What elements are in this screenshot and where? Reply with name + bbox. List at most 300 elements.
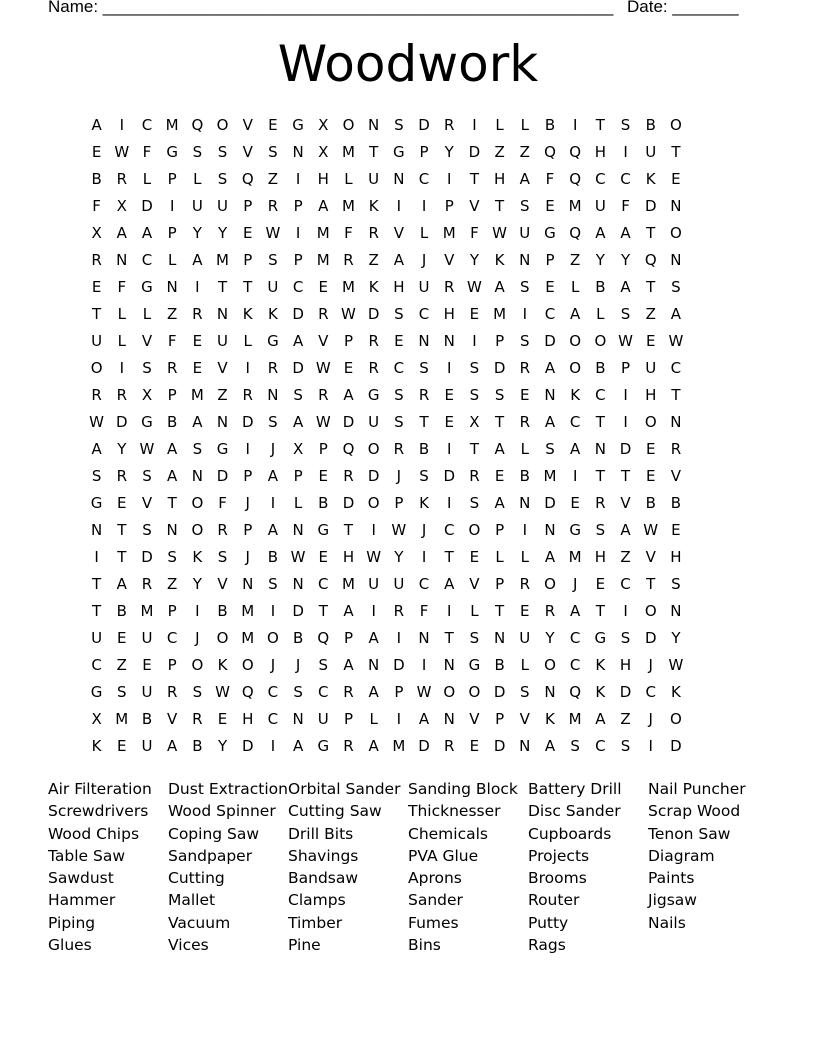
grid-letter[interactable]: M [341, 143, 355, 161]
grid-letter[interactable]: G [317, 521, 330, 539]
grid-letter[interactable]: S [620, 737, 631, 755]
grid-letter[interactable]: T [495, 413, 505, 431]
grid-letter[interactable]: T [369, 143, 379, 161]
grid-letter[interactable]: S [620, 629, 631, 647]
grid-letter[interactable]: U [393, 575, 405, 593]
grid-letter[interactable]: Z [570, 251, 581, 269]
grid-letter[interactable]: L [167, 251, 177, 269]
grid-letter[interactable]: F [117, 278, 127, 296]
grid-letter[interactable]: S [192, 683, 203, 701]
grid-letter[interactable]: N [90, 521, 103, 539]
grid-letter[interactable]: E [318, 467, 329, 485]
grid-letter[interactable]: A [91, 116, 102, 134]
grid-letter[interactable]: O [191, 494, 204, 512]
grid-letter[interactable]: S [494, 386, 505, 404]
grid-letter[interactable]: S [142, 467, 152, 485]
grid-letter[interactable]: E [520, 386, 530, 404]
grid-letter[interactable]: L [243, 332, 252, 350]
grid-letter[interactable]: I [295, 224, 301, 242]
grid-letter[interactable]: I [421, 548, 427, 566]
grid-letter[interactable]: N [191, 467, 203, 485]
grid-letter[interactable]: N [544, 683, 556, 701]
grid-letter[interactable]: V [167, 710, 178, 728]
grid-letter[interactable]: I [447, 602, 452, 620]
grid-letter[interactable]: J [396, 467, 402, 485]
grid-letter[interactable]: H [493, 170, 506, 188]
grid-letter[interactable]: H [594, 548, 606, 566]
grid-letter[interactable]: W [215, 683, 230, 701]
grid-letter[interactable]: E [318, 278, 329, 296]
grid-letter[interactable]: W [265, 224, 281, 242]
grid-letter[interactable]: I [195, 602, 200, 620]
grid-letter[interactable]: S [268, 575, 278, 593]
grid-letter[interactable]: H [443, 305, 455, 323]
grid-letter[interactable]: W [366, 548, 382, 566]
grid-letter[interactable]: W [139, 440, 155, 458]
grid-letter[interactable]: Z [620, 710, 631, 728]
grid-letter[interactable]: R [166, 683, 178, 701]
grid-letter[interactable]: R [267, 359, 279, 377]
grid-letter[interactable]: E [91, 143, 102, 161]
grid-letter[interactable]: S [192, 143, 203, 161]
grid-letter[interactable]: F [419, 602, 429, 620]
grid-letter[interactable]: C [620, 170, 631, 188]
grid-letter[interactable]: I [472, 116, 477, 134]
name-field-line[interactable]: Name: ______________________________________________________ [48, 0, 614, 16]
grid-letter[interactable]: Z [494, 143, 505, 161]
grid-letter[interactable]: U [317, 710, 329, 728]
grid-letter[interactable]: B [192, 737, 203, 755]
grid-letter[interactable]: V [393, 224, 404, 242]
grid-letter[interactable]: R [217, 521, 228, 539]
grid-letter[interactable]: J [270, 440, 276, 458]
grid-letter[interactable]: V [141, 332, 153, 350]
grid-letter[interactable]: O [670, 224, 682, 242]
grid-letter[interactable]: I [421, 197, 427, 215]
grid-letter[interactable]: J [295, 656, 301, 674]
grid-letter[interactable]: C [318, 575, 329, 593]
grid-letter[interactable]: L [520, 548, 529, 566]
grid-letter[interactable]: R [267, 197, 279, 215]
grid-letter[interactable]: J [421, 251, 427, 269]
grid-letter[interactable]: I [472, 332, 477, 350]
grid-letter[interactable]: E [645, 332, 656, 350]
grid-letter[interactable]: L [520, 440, 529, 458]
grid-letter[interactable]: W [668, 656, 684, 674]
grid-letter[interactable]: R [141, 575, 153, 593]
grid-letter[interactable]: D [644, 629, 657, 647]
grid-letter[interactable]: P [293, 467, 303, 485]
grid-letter[interactable]: L [117, 305, 126, 323]
grid-letter[interactable]: A [368, 629, 379, 647]
grid-letter[interactable]: Y [671, 629, 681, 647]
grid-letter[interactable]: A [343, 386, 354, 404]
grid-letter[interactable]: C [318, 683, 329, 701]
grid-letter[interactable]: E [520, 602, 530, 620]
grid-letter[interactable]: Q [569, 143, 582, 161]
grid-letter[interactable]: B [292, 629, 304, 647]
grid-letter[interactable]: E [343, 359, 354, 377]
grid-letter[interactable]: S [293, 386, 303, 404]
grid-letter[interactable]: Y [217, 224, 228, 242]
grid-letter[interactable]: A [570, 440, 581, 458]
grid-letter[interactable]: J [195, 629, 200, 647]
grid-letter[interactable]: T [92, 575, 102, 593]
grid-letter[interactable]: B [645, 494, 656, 512]
grid-letter[interactable]: M [241, 629, 255, 647]
grid-letter[interactable]: T [469, 440, 479, 458]
grid-letter[interactable]: K [368, 197, 379, 215]
grid-letter[interactable]: I [623, 386, 628, 404]
grid-letter[interactable]: X [318, 143, 329, 161]
grid-letter[interactable]: O [367, 494, 380, 512]
grid-letter[interactable]: K [545, 710, 555, 728]
grid-letter[interactable]: A [544, 737, 556, 755]
grid-letter[interactable]: N [670, 602, 682, 620]
grid-letter[interactable]: S [671, 575, 681, 593]
grid-letter[interactable]: S [117, 683, 127, 701]
grid-letter[interactable]: A [91, 440, 102, 458]
grid-letter[interactable]: C [544, 305, 556, 323]
grid-letter[interactable]: C [620, 575, 631, 593]
grid-letter[interactable]: R [116, 467, 127, 485]
grid-letter[interactable]: R [368, 359, 379, 377]
grid-letter[interactable]: H [393, 278, 405, 296]
grid-letter[interactable]: Q [544, 143, 556, 161]
grid-letter[interactable]: W [89, 413, 105, 431]
grid-letter[interactable]: L [596, 305, 605, 323]
grid-letter[interactable]: T [595, 116, 605, 134]
grid-letter[interactable]: V [217, 359, 228, 377]
grid-letter[interactable]: V [242, 143, 253, 161]
grid-letter[interactable]: S [268, 143, 278, 161]
grid-letter[interactable]: W [114, 143, 130, 161]
grid-letter[interactable]: B [670, 494, 682, 512]
grid-letter[interactable]: N [292, 575, 304, 593]
grid-letter[interactable]: M [568, 548, 582, 566]
grid-letter[interactable]: V [519, 710, 530, 728]
grid-letter[interactable]: M [341, 197, 355, 215]
grid-letter[interactable]: I [195, 278, 200, 296]
grid-letter[interactable]: W [315, 413, 331, 431]
grid-letter[interactable]: A [393, 251, 404, 269]
grid-letter[interactable]: X [91, 224, 102, 242]
grid-letter[interactable]: F [167, 332, 177, 350]
grid-letter[interactable]: B [595, 278, 606, 296]
grid-letter[interactable]: U [519, 629, 531, 647]
grid-letter[interactable]: M [115, 710, 129, 728]
grid-letter[interactable]: S [394, 386, 404, 404]
grid-letter[interactable]: Y [217, 737, 228, 755]
date-field-line[interactable]: Date: _______ [627, 0, 739, 16]
grid-letter[interactable]: S [217, 170, 228, 188]
grid-letter[interactable]: J [270, 656, 276, 674]
grid-letter[interactable]: E [595, 575, 606, 593]
grid-letter[interactable]: R [519, 359, 530, 377]
grid-letter[interactable]: B [645, 116, 656, 134]
grid-letter[interactable]: O [267, 629, 279, 647]
grid-letter[interactable]: X [141, 386, 153, 404]
grid-letter[interactable]: T [343, 521, 354, 539]
grid-letter[interactable]: R [544, 602, 556, 620]
grid-letter[interactable]: A [267, 467, 279, 485]
grid-letter[interactable]: D [443, 467, 455, 485]
grid-letter[interactable]: W [618, 332, 633, 350]
grid-letter[interactable]: H [594, 143, 606, 161]
grid-letter[interactable]: O [468, 683, 481, 701]
grid-letter[interactable]: M [568, 710, 582, 728]
grid-letter[interactable]: E [545, 197, 555, 215]
grid-letter[interactable]: E [394, 332, 404, 350]
grid-letter[interactable]: C [141, 251, 153, 269]
grid-letter[interactable]: I [447, 359, 452, 377]
grid-letter[interactable]: A [292, 332, 304, 350]
grid-letter[interactable]: I [522, 521, 527, 539]
grid-letter[interactable]: O [241, 656, 254, 674]
grid-letter[interactable]: P [343, 710, 353, 728]
grid-letter[interactable]: D [644, 197, 657, 215]
grid-letter[interactable]: R [393, 440, 405, 458]
grid-letter[interactable]: P [167, 224, 177, 242]
grid-letter[interactable]: L [117, 332, 126, 350]
grid-letter[interactable]: U [91, 332, 103, 350]
grid-letter[interactable]: D [342, 494, 355, 512]
grid-letter[interactable]: V [670, 467, 682, 485]
grid-letter[interactable]: R [318, 386, 329, 404]
grid-letter[interactable]: Y [117, 440, 127, 458]
grid-letter[interactable]: A [544, 359, 556, 377]
grid-letter[interactable]: S [142, 359, 152, 377]
grid-letter[interactable]: L [570, 278, 580, 296]
grid-letter[interactable]: P [343, 629, 353, 647]
grid-letter[interactable]: O [216, 116, 229, 134]
grid-letter[interactable]: N [116, 251, 128, 269]
grid-letter[interactable]: S [469, 629, 480, 647]
grid-letter[interactable]: Q [644, 251, 657, 269]
grid-letter[interactable]: A [167, 467, 178, 485]
grid-letter[interactable]: S [318, 656, 329, 674]
grid-letter[interactable]: W [391, 521, 407, 539]
grid-letter[interactable]: N [443, 656, 455, 674]
grid-letter[interactable]: Y [192, 575, 202, 593]
grid-letter[interactable]: Q [241, 683, 254, 701]
grid-letter[interactable]: B [116, 602, 127, 620]
grid-letter[interactable]: F [621, 197, 630, 215]
grid-letter[interactable]: Y [595, 251, 605, 269]
grid-letter[interactable]: I [522, 305, 527, 323]
grid-letter[interactable]: K [217, 656, 228, 674]
grid-letter[interactable]: L [470, 602, 479, 620]
grid-letter[interactable]: D [619, 683, 632, 701]
grid-letter[interactable]: O [367, 440, 380, 458]
grid-letter[interactable]: I [623, 143, 628, 161]
grid-letter[interactable]: M [493, 305, 507, 323]
grid-letter[interactable]: E [645, 440, 656, 458]
grid-letter[interactable]: D [493, 737, 506, 755]
grid-letter[interactable]: U [141, 737, 153, 755]
grid-letter[interactable]: C [166, 629, 178, 647]
grid-letter[interactable]: H [619, 656, 632, 674]
grid-letter[interactable]: A [167, 440, 178, 458]
grid-letter[interactable]: O [670, 116, 682, 134]
grid-letter[interactable]: O [544, 575, 556, 593]
grid-letter[interactable]: R [242, 386, 253, 404]
grid-letter[interactable]: P [318, 440, 328, 458]
grid-letter[interactable]: H [342, 548, 355, 566]
grid-letter[interactable]: C [267, 710, 279, 728]
grid-letter[interactable]: V [217, 575, 228, 593]
grid-letter[interactable]: E [142, 656, 152, 674]
grid-letter[interactable]: L [344, 170, 353, 188]
grid-letter[interactable]: U [645, 359, 657, 377]
grid-letter[interactable]: P [495, 575, 505, 593]
grid-letter[interactable]: P [293, 197, 303, 215]
grid-letter[interactable]: P [394, 683, 404, 701]
grid-letter[interactable]: V [444, 251, 455, 269]
grid-letter[interactable]: N [393, 170, 405, 188]
grid-letter[interactable]: S [419, 359, 429, 377]
grid-letter[interactable]: Z [645, 305, 656, 323]
grid-letter[interactable]: P [167, 170, 177, 188]
grid-letter[interactable]: G [216, 440, 229, 458]
grid-letter[interactable]: D [393, 656, 405, 674]
grid-letter[interactable]: I [270, 602, 276, 620]
grid-letter[interactable]: G [90, 683, 103, 701]
grid-letter[interactable]: A [292, 413, 304, 431]
grid-letter[interactable]: U [368, 170, 380, 188]
grid-letter[interactable]: R [318, 305, 329, 323]
grid-letter[interactable]: E [570, 494, 580, 512]
grid-letter[interactable]: D [141, 197, 153, 215]
grid-letter[interactable]: U [594, 197, 606, 215]
grid-letter[interactable]: E [444, 413, 454, 431]
grid-letter[interactable]: N [443, 710, 455, 728]
grid-letter[interactable]: I [421, 656, 427, 674]
grid-letter[interactable]: R [368, 332, 379, 350]
grid-letter[interactable]: I [295, 170, 301, 188]
grid-letter[interactable]: I [447, 440, 452, 458]
grid-letter[interactable]: E [268, 116, 278, 134]
grid-letter[interactable]: S [620, 305, 631, 323]
grid-letter[interactable]: N [670, 197, 682, 215]
grid-letter[interactable]: T [646, 278, 656, 296]
grid-letter[interactable]: E [117, 629, 127, 647]
grid-letter[interactable]: R [670, 440, 682, 458]
grid-letter[interactable]: N [292, 143, 304, 161]
grid-letter[interactable]: F [218, 494, 227, 512]
grid-letter[interactable]: V [469, 710, 480, 728]
grid-letter[interactable]: S [520, 278, 530, 296]
grid-letter[interactable]: X [91, 710, 102, 728]
grid-letter[interactable]: U [217, 197, 229, 215]
grid-letter[interactable]: J [648, 656, 653, 674]
grid-letter[interactable]: J [245, 494, 250, 512]
grid-letter[interactable]: C [393, 359, 405, 377]
grid-letter[interactable]: W [341, 305, 356, 323]
grid-letter[interactable]: T [469, 170, 479, 188]
grid-letter[interactable]: E [242, 224, 253, 242]
grid-letter[interactable]: D [544, 494, 556, 512]
grid-letter[interactable]: I [447, 170, 452, 188]
grid-letter[interactable]: N [493, 629, 506, 647]
grid-letter[interactable]: A [292, 737, 304, 755]
grid-letter[interactable]: I [270, 494, 276, 512]
grid-letter[interactable]: C [418, 170, 430, 188]
grid-letter[interactable]: H [670, 548, 682, 566]
grid-letter[interactable]: T [243, 278, 253, 296]
grid-letter[interactable]: S [671, 278, 681, 296]
grid-letter[interactable]: I [245, 359, 250, 377]
grid-letter[interactable]: R [444, 278, 455, 296]
grid-letter[interactable]: U [368, 575, 380, 593]
grid-letter[interactable]: C [443, 521, 455, 539]
grid-letter[interactable]: I [371, 521, 376, 539]
grid-letter[interactable]: L [419, 224, 429, 242]
grid-letter[interactable]: J [245, 548, 250, 566]
grid-letter[interactable]: Z [620, 548, 631, 566]
grid-letter[interactable]: R [519, 575, 530, 593]
grid-letter[interactable]: S [520, 683, 530, 701]
grid-letter[interactable]: T [671, 143, 681, 161]
grid-letter[interactable]: P [243, 251, 253, 269]
grid-letter[interactable]: G [569, 521, 581, 539]
grid-letter[interactable]: O [569, 332, 582, 350]
grid-letter[interactable]: S [192, 440, 203, 458]
grid-letter[interactable]: A [116, 224, 127, 242]
grid-letter[interactable]: X [116, 197, 127, 215]
grid-letter[interactable]: P [621, 359, 631, 377]
grid-letter[interactable]: V [141, 494, 153, 512]
grid-letter[interactable]: D [292, 359, 304, 377]
grid-letter[interactable]: K [267, 305, 278, 323]
grid-letter[interactable]: K [419, 494, 429, 512]
grid-letter[interactable]: I [119, 359, 124, 377]
grid-letter[interactable]: Z [167, 575, 178, 593]
grid-letter[interactable]: Q [342, 440, 355, 458]
grid-letter[interactable]: E [469, 305, 480, 323]
grid-letter[interactable]: R [343, 251, 354, 269]
grid-letter[interactable]: C [418, 305, 430, 323]
grid-letter[interactable]: G [90, 494, 103, 512]
grid-letter[interactable]: U [141, 683, 153, 701]
grid-letter[interactable]: A [570, 602, 581, 620]
grid-letter[interactable]: T [595, 467, 605, 485]
grid-letter[interactable]: A [595, 710, 606, 728]
grid-letter[interactable]: S [469, 494, 480, 512]
grid-letter[interactable]: B [595, 359, 606, 377]
grid-letter[interactable]: A [368, 737, 379, 755]
grid-letter[interactable]: J [648, 710, 653, 728]
grid-letter[interactable]: H [645, 386, 657, 404]
grid-letter[interactable]: P [167, 386, 177, 404]
grid-letter[interactable]: O [594, 332, 607, 350]
grid-letter[interactable]: S [419, 467, 429, 485]
grid-letter[interactable]: Z [116, 656, 127, 674]
grid-letter[interactable]: S [520, 332, 530, 350]
grid-letter[interactable]: A [519, 170, 530, 188]
grid-letter[interactable]: A [192, 413, 203, 431]
grid-letter[interactable]: S [469, 386, 480, 404]
grid-letter[interactable]: H [317, 170, 329, 188]
grid-letter[interactable]: D [418, 737, 430, 755]
grid-letter[interactable]: L [495, 116, 504, 134]
grid-letter[interactable]: C [670, 359, 682, 377]
grid-letter[interactable]: D [619, 440, 632, 458]
grid-letter[interactable]: J [572, 575, 578, 593]
grid-letter[interactable]: N [292, 710, 304, 728]
grid-letter[interactable]: O [468, 521, 481, 539]
grid-letter[interactable]: Z [519, 143, 530, 161]
